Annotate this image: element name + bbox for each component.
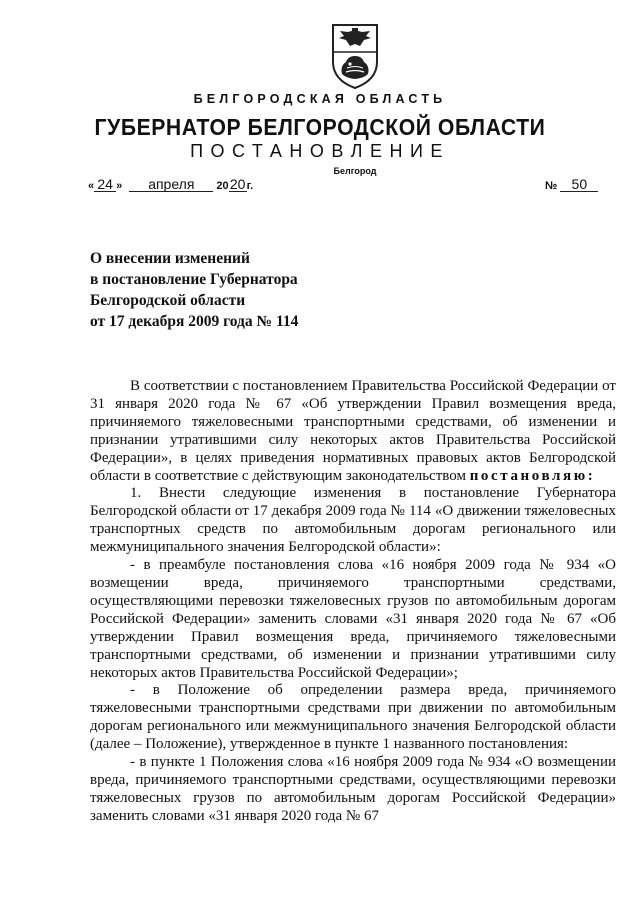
body-paragraph: - в пункте 1 Положения слова «16 ноября 2009 года № 934 «О возмещении вреда, причиняемого транспортными средствами, осуществляющими перевозки тяжеловесных грузов по автомобильным дорогам Российской Федерации» заменить словами «31 января 2020 года № 67 — [90, 754, 616, 824]
date-year-suffix: 20 — [229, 176, 246, 192]
preamble-text: В соответствии с постановлением Правительства Российской Федерации от 31 января 2020 года № 67 «Об утверждении Правил возмещения вреда, причиняемого тяжеловесными транспортными средствами, об изменении и признании утратившими силу некоторых актов Правительства Российской Федерации», в целях приведения нормативных правовых актов Белгородской области в соответствие с действующим законодательством — [90, 378, 616, 484]
subject-line: Белгородской области — [90, 292, 246, 309]
region-name: БЕЛГОРОДСКАЯ ОБЛАСТЬ — [193, 92, 447, 106]
subject-line: в постановление Губернатора — [90, 271, 298, 288]
body-paragraph: - в Положение об определении размера вреда, причиняемого тяжеловесными транспортными средствами при движении по автомобильным дорогам регионального или межмуниципального значения Белгородской области (далее – Положение), утвержденное в пункте 1 названного постановления: — [90, 682, 616, 753]
date-month: апреля — [129, 177, 213, 192]
document-date — [88, 177, 253, 192]
coat-of-arms-icon — [330, 22, 380, 90]
date-close-quote: » — [116, 180, 123, 192]
governor-title: ГУБЕРНАТОР БЕЛГОРОДСКОЙ ОБЛАСТИ — [94, 114, 546, 140]
date-year-abbr: г. — [246, 180, 254, 192]
subject-line: от 17 декабря 2009 года № 114 — [90, 313, 299, 330]
body-paragraph: - в преамбуле постановления слова «16 ноября 2009 года № 934 «О возмещении вреда, причиняемого транспортными средствами, осуществляющими перевозки тяжеловесных грузов по автомобильным дорогам Российской Федерации» заменить словами «31 января 2020 года № 67 «Об утверждении Правил возмещения вреда, причиняемого тяжеловесными транспортными средствами, об изменении и признании утратившими силу некоторых актов Правительства Российской Федерации»; — [90, 557, 616, 681]
decree-keyword: постановляю: — [469, 467, 596, 484]
preamble-paragraph — [90, 378, 616, 485]
document-subject — [90, 248, 350, 332]
date-year-prefix: 20 — [216, 180, 229, 192]
document-type: ПОСТАНОВЛЕНИЕ — [190, 141, 450, 161]
city-name: Белгород — [333, 166, 377, 176]
number-value: 50 — [560, 177, 598, 192]
date-day: 24 — [94, 177, 116, 192]
document-body — [90, 378, 616, 826]
date-open-quote: « — [88, 180, 95, 192]
subject-line: О внесении изменений — [90, 250, 250, 267]
document-number — [545, 177, 598, 192]
number-label: № — [545, 180, 558, 192]
body-paragraph: 1. Внести следующие изменения в постановление Губернатора Белгородской области от 17 декабря 2009 года № 114 «О движении тяжеловесных транспортных средств по автомобильным дорогам регионального или межмуниципального значения Белгородской области»: — [90, 485, 616, 556]
